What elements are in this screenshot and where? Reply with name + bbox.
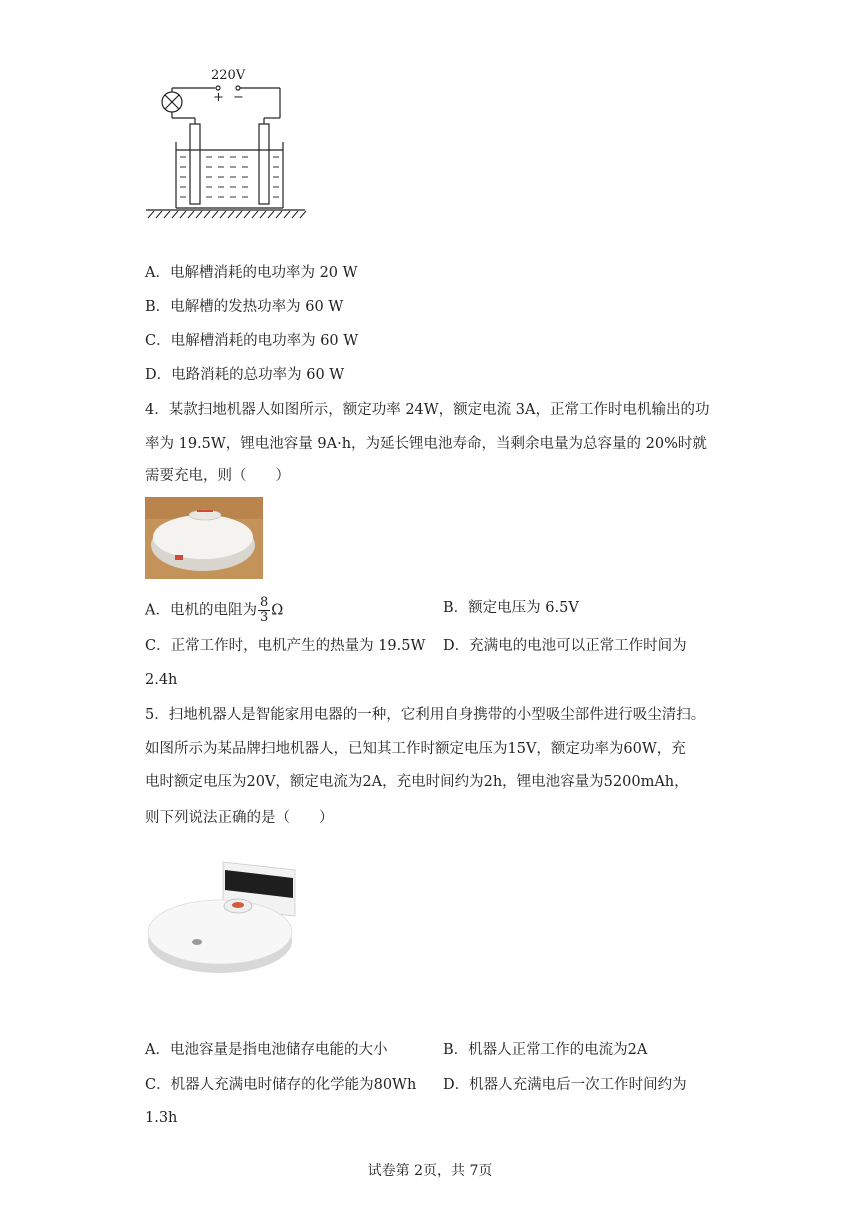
q4-option-d: D．充满电的电池可以正常工作时间为 xyxy=(443,638,687,654)
q3-option-a: A．电解槽消耗的电功率为 20 W xyxy=(145,265,358,281)
q4-option-a-prefix: A．电机的电阻为 xyxy=(145,602,257,619)
page-footer: 试卷第 2页，共 7页 xyxy=(367,1163,493,1179)
q3-option-b: B．电解槽的发热功率为 60 W xyxy=(145,299,344,315)
ohm-unit: Ω xyxy=(271,602,284,619)
q4-stem-line-3: 需要充电，则（ ） xyxy=(145,468,290,484)
voltage-label: 220V xyxy=(211,68,246,83)
q4-option-c: C．正常工作时，电机产生的热量为 19.5W xyxy=(145,638,426,654)
q4-option-a xyxy=(145,596,283,625)
q5-option-d-continuation: 1.3h xyxy=(145,1110,178,1126)
fraction-denominator: 3 xyxy=(259,610,269,625)
robot-vacuum-photo xyxy=(145,497,263,579)
q5-option-b: B．机器人正常工作的电流为2A xyxy=(443,1042,648,1058)
q5-option-c: C．机器人充满电时储存的化学能为80Wh xyxy=(145,1077,417,1093)
electrolysis-circuit-diagram xyxy=(140,62,310,222)
q4-stem-line-1: 4．某款扫地机器人如图所示，额定功率 24W，额定电流 3A，正常工作时电机输出的功 xyxy=(145,402,710,418)
robot-vacuum-with-dock-photo xyxy=(145,856,300,976)
q4-option-b: B．额定电压为 6.5V xyxy=(443,600,579,616)
plus-sign: + xyxy=(213,90,224,105)
q4-option-d-continuation: 2.4h xyxy=(145,672,178,688)
q3-option-c: C．电解槽消耗的电功率为 60 W xyxy=(145,333,359,349)
q5-stem-line-3: 电时额定电压为20V，额定电流为2A，充电时间约为2h，锂电池容量为5200mAh， xyxy=(145,774,689,790)
minus-sign: − xyxy=(233,90,244,105)
q4-stem-line-2: 率为 19.5W，锂电池容量 9A·h，为延长锂电池寿命，当剩余电量为总容量的 20%时就 xyxy=(145,436,707,452)
q5-stem-line-4: 则下列说法正确的是（ ） xyxy=(145,810,334,826)
q5-option-d: D．机器人充满电后一次工作时间约为 xyxy=(443,1077,687,1093)
q5-stem-line-2: 如图所示为某品牌扫地机器人，已知其工作时额定电压为15V，额定功率为60W，充 xyxy=(145,741,686,757)
q3-option-d: D．电路消耗的总功率为 60 W xyxy=(145,367,345,383)
fraction-numerator: 8 xyxy=(259,595,269,610)
q5-option-a: A．电池容量是指电池储存电能的大小 xyxy=(145,1042,388,1058)
q5-stem-line-1: 5．扫地机器人是智能家用电器的一种，它利用自身携带的小型吸尘部件进行吸尘清扫。 xyxy=(145,707,706,723)
fraction-8-3 xyxy=(258,596,270,625)
